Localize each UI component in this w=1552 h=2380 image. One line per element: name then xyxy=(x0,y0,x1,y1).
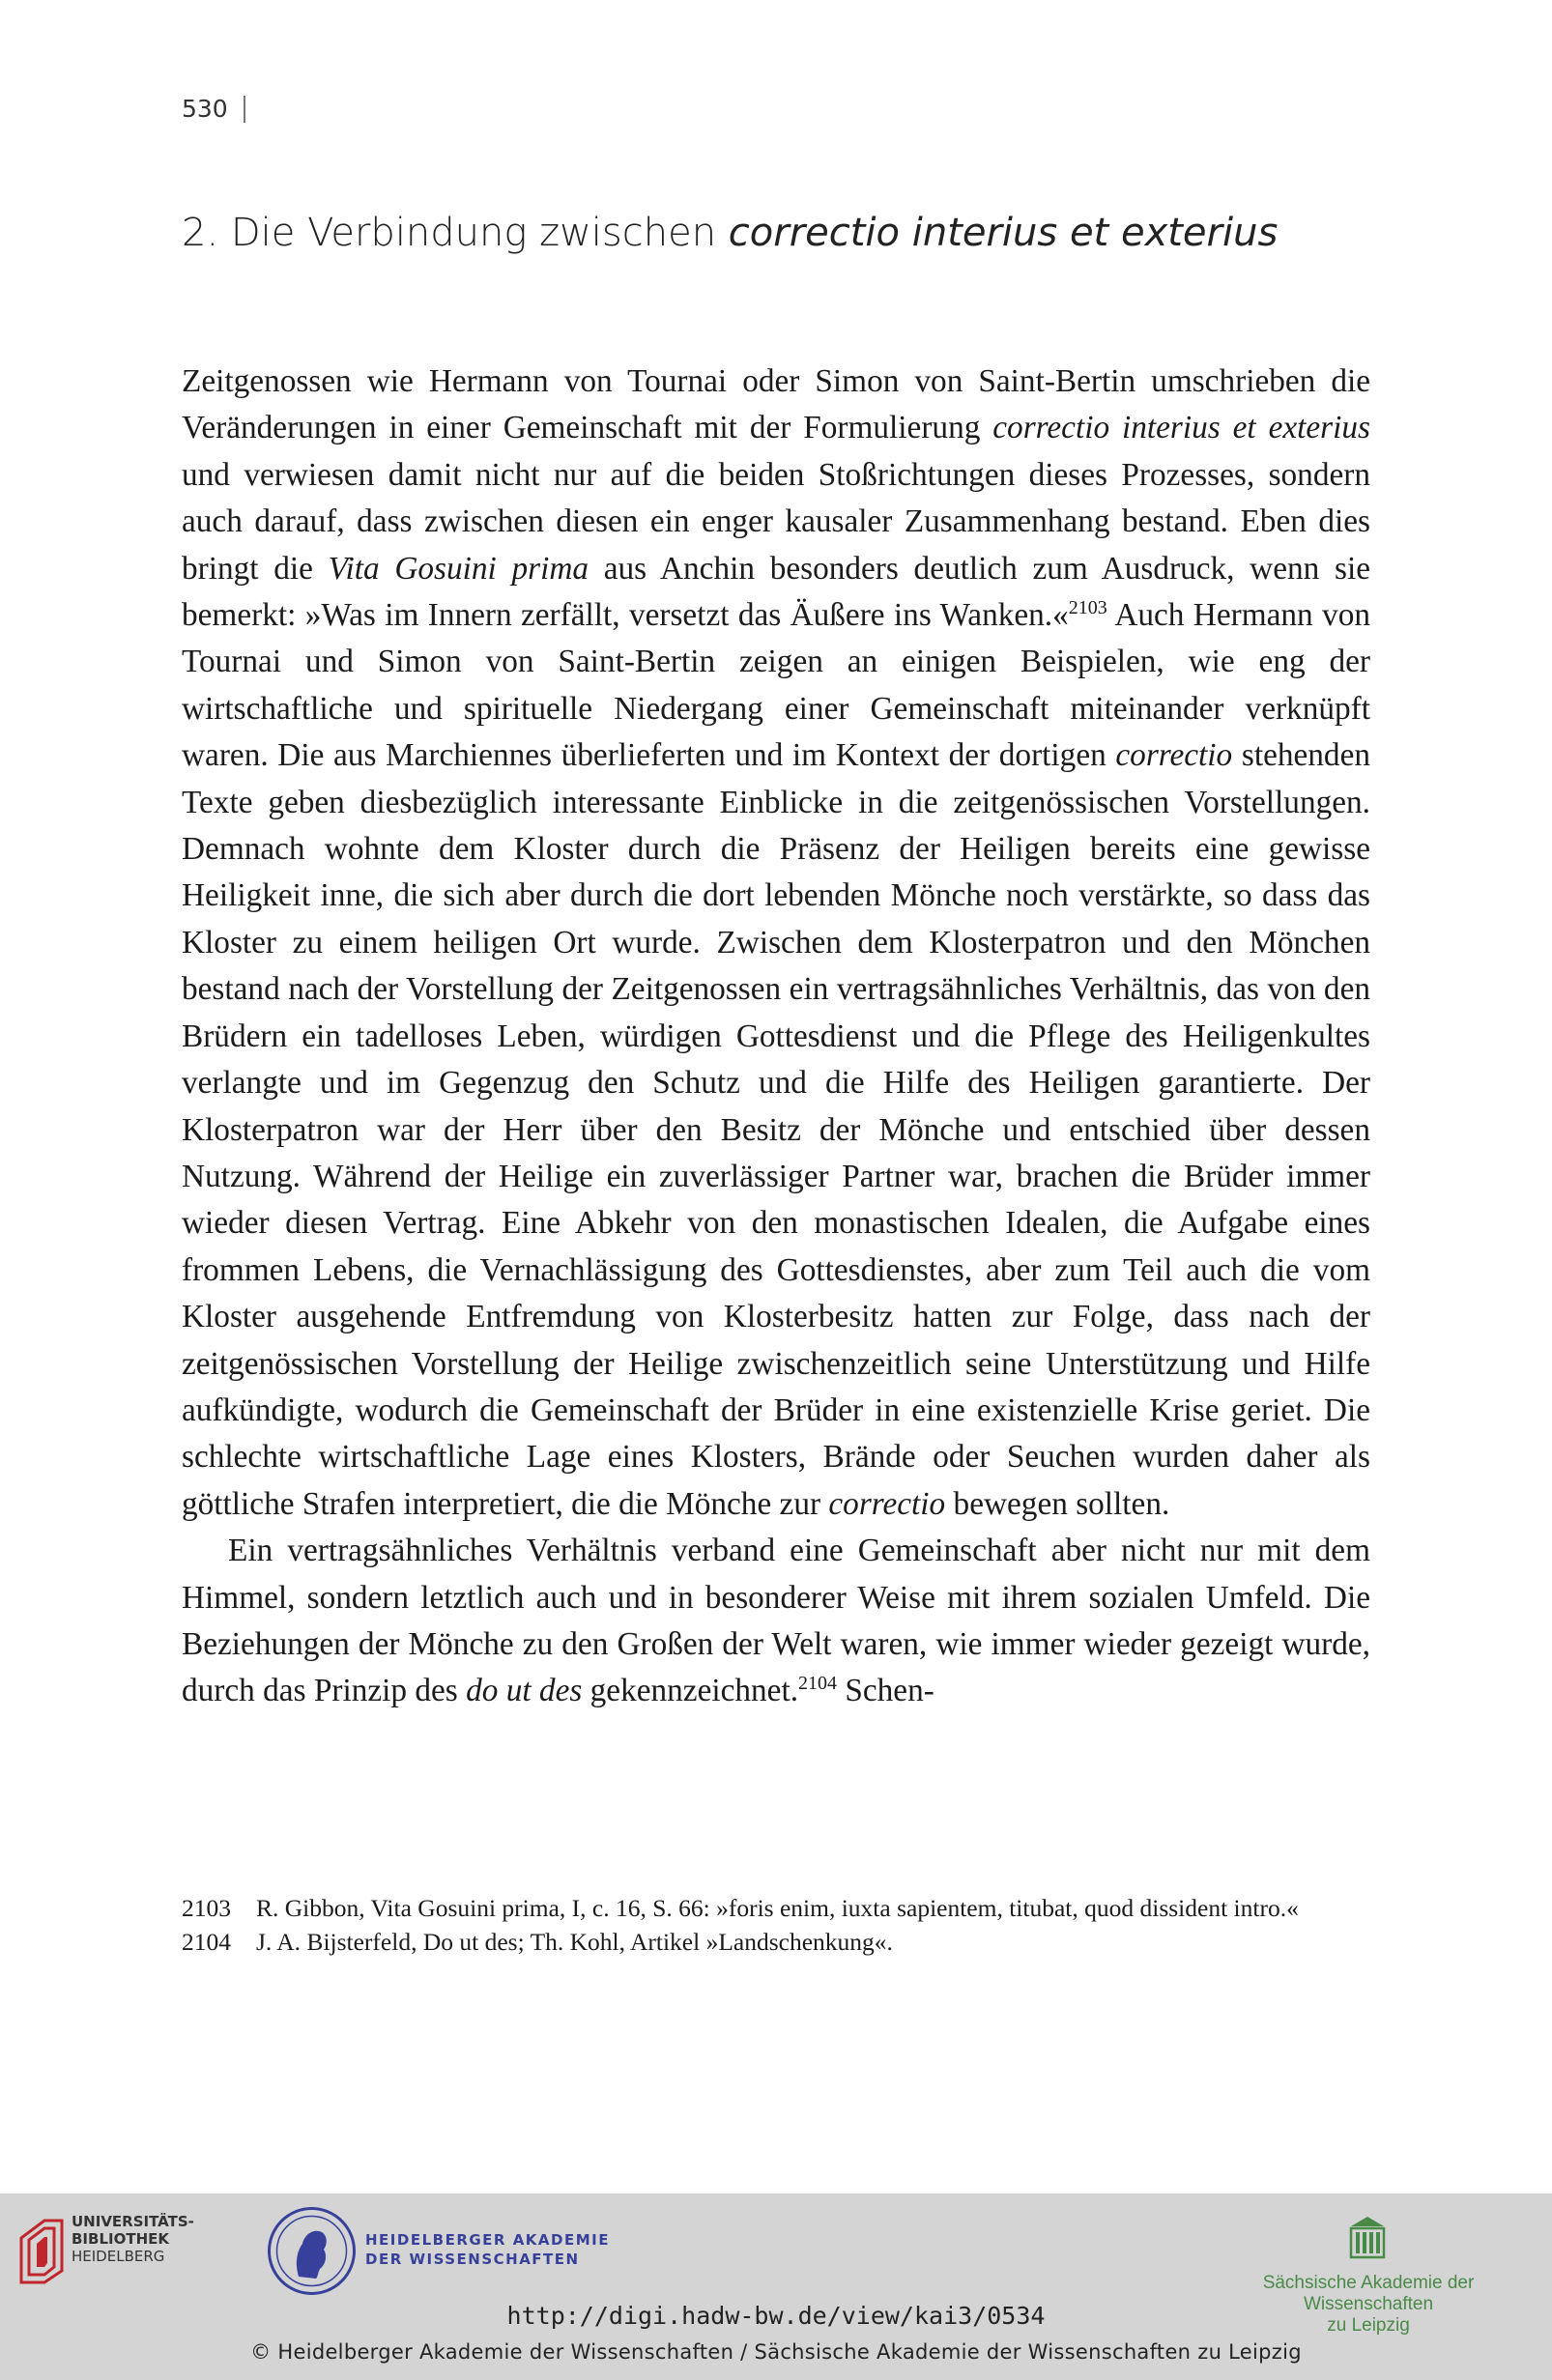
hadw-line: HEIDELBERGER AKADEMIE xyxy=(365,2231,610,2249)
university-library-name xyxy=(72,2213,194,2265)
footnote xyxy=(182,1926,1370,1958)
saw-line: Sächsische Akademie der Wissenschaften xyxy=(1262,2273,1475,2314)
italic-title: Vita Gosuini prima xyxy=(328,550,589,587)
footer-bar xyxy=(0,2194,1552,2380)
ub-line: HEIDELBERG xyxy=(72,2248,165,2265)
footnote-number: 2103 xyxy=(182,1894,231,1922)
footnote xyxy=(182,1892,1370,1924)
saw-line: zu Leipzig xyxy=(1327,2315,1410,2336)
text-run: bewegen sollten. xyxy=(945,1485,1170,1522)
ub-line: UNIVERSITÄTS- xyxy=(72,2213,194,2230)
footnote-text: R. Gibbon, Vita Gosuini prima, I, c. 16, S. 66: »foris enim, iuxta sapientem, titubat, quod dissident intro.« xyxy=(256,1894,1299,1922)
text-run: Schen- xyxy=(837,1673,934,1709)
footnotes xyxy=(182,1892,1370,1960)
paragraph-2 xyxy=(182,1528,1370,1715)
academy-name xyxy=(365,2230,610,2269)
footnote-ref-2104[interactable]: 2104 xyxy=(798,1673,838,1695)
body-text xyxy=(182,358,1370,1715)
academy-seal-logo-icon[interactable] xyxy=(266,2205,358,2297)
text-run: Zeitgenossen wie Hermann von Tournai oder Simon von Saint-Bertin umschrieben die Veränderungen in einer Gemeinschaft mit der Formulierung xyxy=(182,363,1370,446)
text-run: stehenden Texte geben diesbezüglich interessante Einblicke in die zeitgenössischen Vorstellungen. Demnach wohnte dem Kloster durch die Präsenz der Heiligen bereits eine gewisse Heiligkeit inne, die sich aber durch die dort lebenden Mönche noch verstärkte, so dass das Kloster zu einem heiligen Ort wurde. Zwischen dem Klosterpatron und den Mönchen bestand nach der Vorstellung der Zeitgenossen ein vertragsähnliches Verhältnis, das von den Brüdern ein tadelloses Leben, würdigen Gottesdienst und die Pflege des Heiligenkultes verlangte und im Gegenzug den Schutz und die Hilfe des Heiligen garantierte. Der Klosterpatron war der Herr über den Besitz der Mönche und entschied über dessen Nutzung. Während der Heilige ein zuverlässiger Partner war, brachen die Brüder immer wieder diesen Vertrag. Eine Abkehr von den monastischen Idealen, die Aufgabe eines frommen Lebens, die Vernachlässigung des Gottesdienstes, aber zum Teil auch die vom Kloster ausgehende Entfremdung von Klosterbesitz hatten zur Folge, dass nach der zeitgenössischen Vorstellung der Heilige zwischenzeitlich seine Unterstützung und Hilfe aufkündigte, wodurch die Gemeinschaft der Brüder in eine existenzielle Krise geriet. Die schlechte wirtschaftliche Lage eines Klosters, Brände oder Seuchen wurden daher als göttliche Strafen interpretiert, die die Mönche zur xyxy=(182,737,1370,1522)
italic-term: do ut des xyxy=(466,1673,583,1709)
section-heading-italic: correctio interius et exterius xyxy=(728,211,1279,255)
saxon-academy-logo-icon[interactable] xyxy=(1347,2213,1388,2261)
text-run: gekennzeichnet. xyxy=(582,1673,799,1709)
copyright-notice: © Heidelberger Akademie der Wissenschaften / Sächsische Akademie der Wissenschaften zu Leipzig xyxy=(250,2340,1302,2364)
footnote-ref-2103[interactable]: 2103 xyxy=(1068,597,1107,619)
footnote-number: 2104 xyxy=(182,1928,231,1956)
footnote-text: J. A. Bijsterfeld, Do ut des; Th. Kohl, Artikel »Landschenkung«. xyxy=(256,1928,893,1956)
section-heading xyxy=(182,211,1380,255)
ub-line: BIBLIOTHEK xyxy=(72,2230,169,2248)
hadw-line: DER WISSENSCHAFTEN xyxy=(365,2251,580,2268)
text-run: aus Anchin besonders deutlich zum Ausdruck, wenn sie bemerkt: »Was im Innern zerfällt, versetzt das Äußere ins Wanken.« xyxy=(182,550,1370,634)
text-run: und verwiesen damit nicht nur auf die beiden Stoßrichtungen dieses Prozesses, sondern auch darauf, dass zwischen diesen ein enger kausaler Zusammenhang bestand. Eben dies bringt die xyxy=(182,456,1370,587)
italic-term: correctio xyxy=(828,1485,946,1522)
italic-term: correctio xyxy=(1115,737,1233,774)
paragraph-1 xyxy=(182,358,1370,1528)
text-run: Ein vertragsähnliches Verhältnis verband eine Gemeinschaft aber nicht nur mit dem Himmel, sondern letztlich auch und in besonderer Weise mit ihrem sozialen Umfeld. Die Beziehungen der Mönche zu den Großen der Welt waren, wie immer wieder gezeigt wurde, durch das Prinzip des xyxy=(182,1533,1370,1709)
page-number: 530 xyxy=(182,95,228,123)
page-number-divider xyxy=(244,96,245,123)
permalink-url[interactable]: http://digi.hadw-bw.de/view/kai3/0534 xyxy=(506,2302,1046,2330)
section-heading-text: 2. Die Verbindung zwischen xyxy=(182,211,729,255)
italic-term: correctio interius et exterius xyxy=(992,410,1370,446)
text-run: Auch Hermann von Tournai und Simon von Saint-Bertin zeigen an einigen Beispielen, wie eng der wirtschaftliche und spirituelle Niedergang einer Gemeinschaft miteinander verknüpft waren. Die aus Marchiennes überlieferten und im Kontext der dortigen xyxy=(182,597,1371,774)
